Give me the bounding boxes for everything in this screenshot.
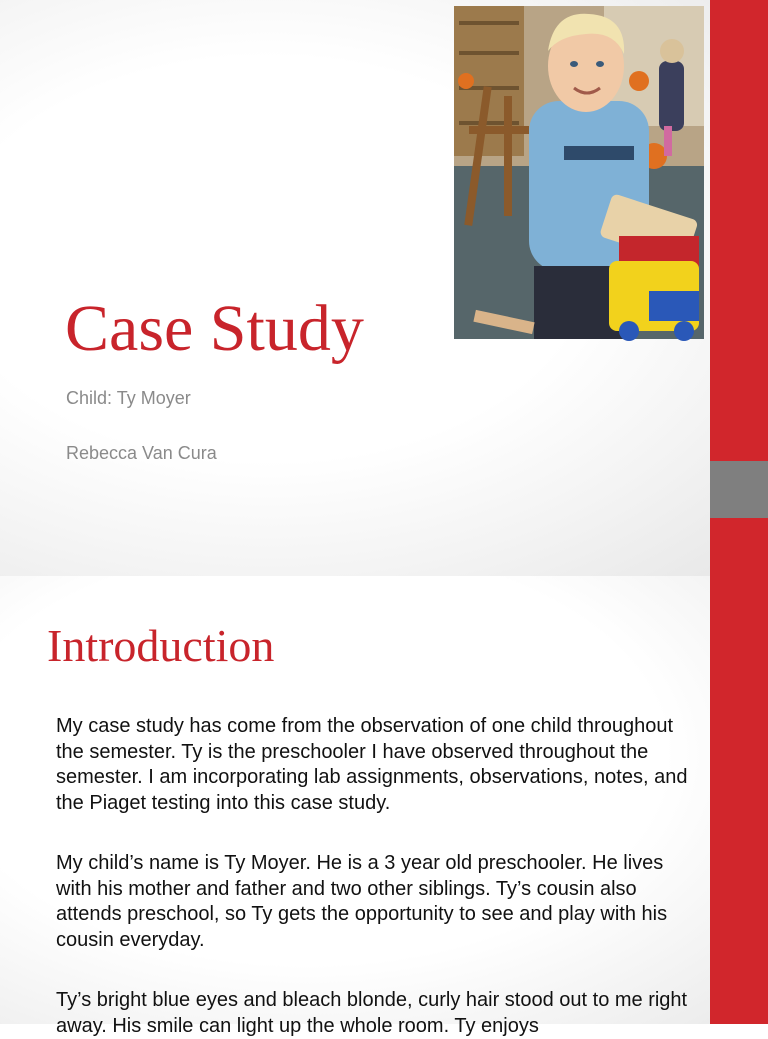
intro-paragraph-3: Ty’s bright blue eyes and bleach blonde, curly hair stood out to me right away. His smile can light up the whole room. Ty enjoys [56,989,688,1037]
intro-paragraph-1: My case study has come from the observation of one child throughout the semester. Ty is the preschooler I have observed throughout the semester. I am incorporating lab assignments, observations, notes, and the Piaget testing into this case study. [56,715,688,814]
child-name-subtitle: Child: Ty Moyer [66,388,191,408]
intro-paragraph-2: My child’s name is Ty Moyer. He is a 3 year old preschooler. He lives with his mother and father and two other siblings. Ty’s cousin also attends preschool, so Ty gets the opportunity to see and play with his cousin everyday. [56,852,668,951]
slide-heading: Introduction [47,620,275,671]
child-photo [454,6,704,339]
slide-title: Case Study [65,292,364,365]
introduction-slide [0,576,768,1037]
author-name: Rebecca Van Cura [66,443,217,463]
accent-block [710,461,768,518]
accent-bar [710,576,768,1024]
